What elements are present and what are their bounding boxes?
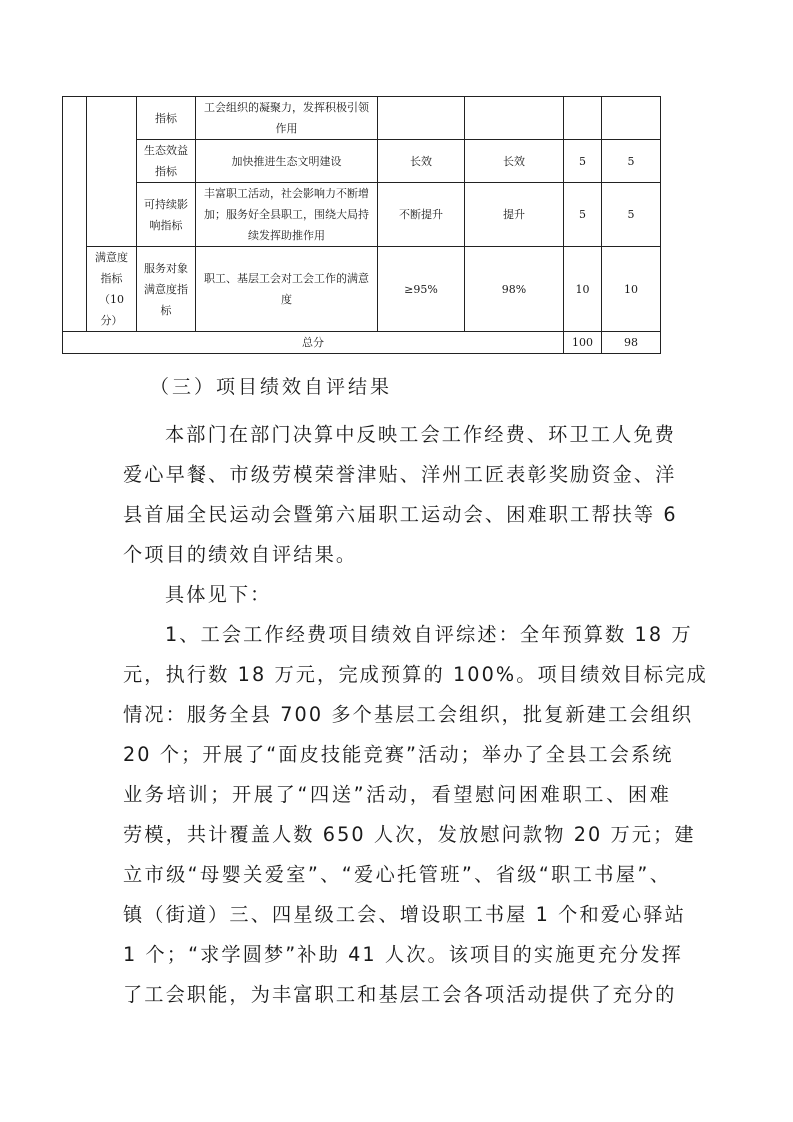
table-cell-target: 长效	[378, 140, 465, 183]
text-line: 元，执行数 18 万元，完成预算的 100%。项目绩效目标完成	[123, 663, 708, 686]
text-line: 1 个；“求学圆梦”补助 41 人次。该项目的实施更充分发挥	[123, 943, 683, 966]
text-line: 1、工会工作经费项目绩效自评综述：全年预算数 18 万	[165, 623, 693, 646]
table-cell-content: 职工、基层工会对工会工作的满意 度	[196, 247, 378, 332]
table-cell-content: 加快推进生态文明建设	[196, 140, 378, 183]
total-label: 总分	[63, 332, 564, 354]
text-line: 具体见下：	[165, 583, 272, 606]
table-cell-indicator: 生态效益 指标	[137, 140, 196, 183]
table-cell-category: 满意度 指标 （10分）	[87, 247, 137, 332]
table-total-row	[63, 332, 661, 354]
table-row	[63, 183, 661, 247]
table-cell-weight	[564, 97, 602, 140]
table-cell-indicator: 指标	[137, 97, 196, 140]
table-cell-actual: 提升	[465, 183, 564, 247]
table-row	[63, 247, 661, 332]
table-cell-score: 5	[602, 140, 661, 183]
table-cell-category-outer	[63, 97, 87, 332]
table-cell-indicator: 服务对象 满意度指 标	[137, 247, 196, 332]
table-cell-target: 不断提升	[378, 183, 465, 247]
total-score: 98	[602, 332, 661, 354]
table-row	[63, 140, 661, 183]
text-line: 劳模，共计覆盖人数 650 人次，发放慰问款物 20 万元；建	[123, 823, 696, 846]
table-cell-actual	[465, 97, 564, 140]
text-line: 了工会职能，为丰富职工和基层工会各项活动提供了充分的	[123, 983, 677, 1006]
table-row	[63, 97, 661, 140]
table-cell-actual: 长效	[465, 140, 564, 183]
total-weight: 100	[564, 332, 602, 354]
intro-paragraph	[123, 415, 678, 575]
table-cell-score: 10	[602, 247, 661, 332]
table-cell-target: ≥95%	[378, 247, 465, 332]
section-heading: （三）项目绩效自评结果	[150, 376, 393, 398]
text-line: 本部门在部门决算中反映工会工作经费、环卫工人免费	[165, 423, 676, 446]
table-cell-target	[378, 97, 465, 140]
text-line: 20 个；开展了“面皮技能竞赛”活动；举办了全县工会系统	[123, 743, 674, 766]
detail-lead-paragraph	[123, 575, 671, 615]
table-cell-content: 丰富职工活动，社会影响力不断增 加；服务好全县职工，围绕大局持 续发挥助推作用	[196, 183, 378, 247]
table-cell-weight: 5	[564, 140, 602, 183]
text-line: 镇（街道）三、四星级工会、增设职工书屋 1 个和爱心驿站	[123, 903, 686, 926]
table-cell-category-benefit	[87, 97, 137, 247]
text-line: 情况：服务全县 700 多个基层工会组织，批复新建工会组织	[123, 703, 694, 726]
table-cell-indicator: 可持续影 响指标	[137, 183, 196, 247]
table-cell-score: 5	[602, 183, 661, 247]
table-cell-weight: 10	[564, 247, 602, 332]
text-line: 个项目的绩效自评结果。	[123, 543, 358, 566]
table-cell-actual: 98%	[465, 247, 564, 332]
text-line: 爱心早餐、市级劳模荣誉津贴、洋州工匠表彰奖励资金、洋	[123, 463, 677, 486]
table-cell-score	[602, 97, 661, 140]
project-1-paragraph	[123, 615, 708, 1015]
table-cell-weight: 5	[564, 183, 602, 247]
text-line: 立市级“母婴关爱室”、“爱心托管班”、省级“职工书屋”、	[123, 863, 671, 886]
performance-indicator-table	[62, 96, 661, 354]
text-line: 业务培训；开展了“四送”活动，看望慰问困难职工、困难	[123, 783, 671, 806]
text-line: 县首届全民运动会暨第六届职工运动会、困难职工帮扶等 6	[123, 503, 678, 526]
table-cell-content: 工会组织的凝聚力，发挥积极引领 作用	[196, 97, 378, 140]
